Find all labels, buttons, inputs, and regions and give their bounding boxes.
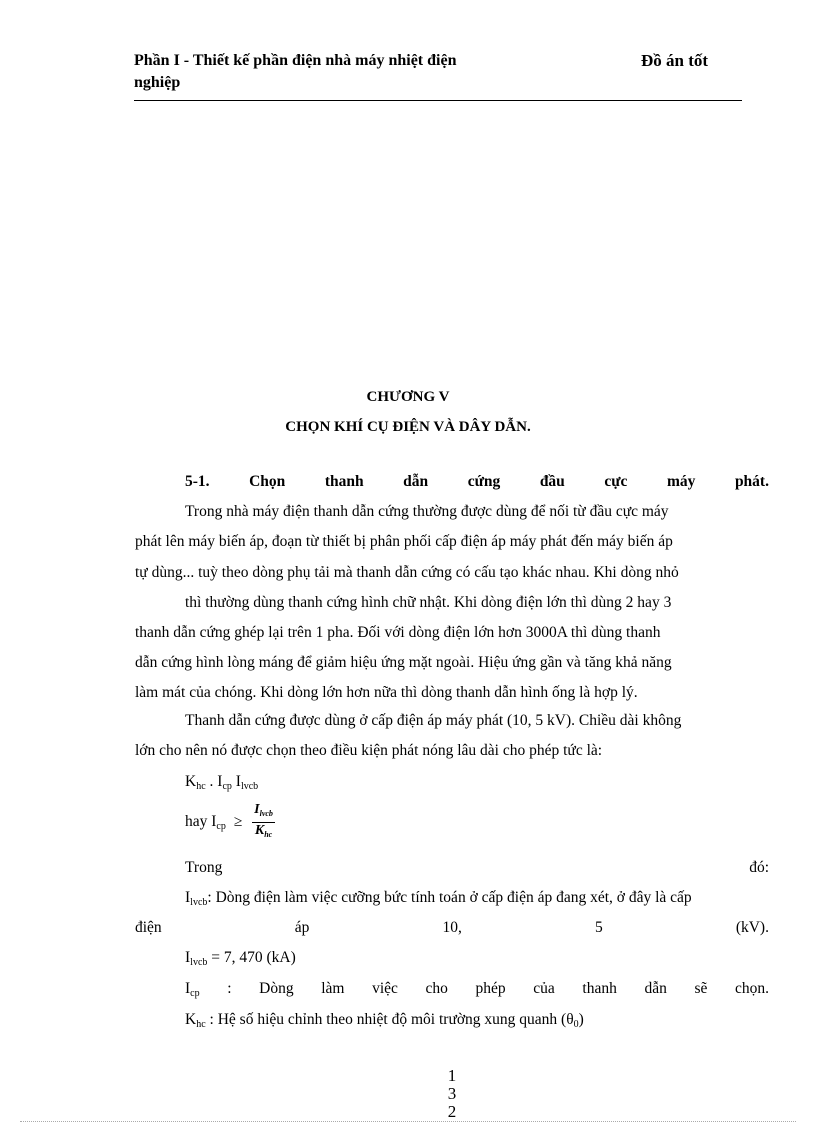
- section-heading-word: cực: [604, 473, 628, 490]
- page-bottom-divider: [20, 1121, 796, 1122]
- page-number-digit: 2: [447, 1102, 457, 1121]
- paragraph-1-line-5: thanh dẫn cứng ghép lại trên 1 pha. Đối với dòng điện lớn hơn 3000A thì dùng thanh: [135, 624, 661, 641]
- paragraph-2-line-1: Thanh dẫn cứng được dùng ở cấp điện áp máy phát (10, 5 kV). Chiều dài không: [185, 712, 682, 729]
- definition-ilvcb-line-2: điện áp 10, 5 (kV).: [135, 919, 769, 936]
- definition-icp: $I_{cp}$ : Dòng làm việc cho phép của thanh dẫn sẽ chọn.: [185, 980, 769, 999]
- fraction-numerator: $I_{lvcb}$: [252, 802, 275, 823]
- section-heading-word: 5-1.: [185, 473, 210, 490]
- header-title-line1: Phần I - Thiết kế phần điện nhà máy nhiệt điện: [134, 52, 457, 69]
- section-heading-word: đầu: [539, 473, 565, 490]
- definition-ilvcb: $I_{lvcb}$: Dòng điện làm việc cưỡng bức tính toán ở cấp điện áp đang xét, ở đây là cấp: [185, 889, 692, 908]
- ilvcb-value: $I_{lvcb} = 7$, 470 (kA): [185, 949, 296, 968]
- paragraph-1-line-1: Trong nhà máy điện thanh dẫn cứng thường được dùng để nối từ đầu cực máy: [185, 503, 669, 520]
- paragraph-1-line-3: tự dùng... tuỳ theo dòng phụ tải mà thanh dẫn cứng có cấu tạo khác nhau. Khi dòng nhỏ: [135, 564, 679, 581]
- section-heading-word: máy: [666, 473, 696, 490]
- formula-inequality: hay $I_{cp}$ ≥ $\frac{I_{lvcb}}{K_{hc}}$: [185, 802, 769, 846]
- formula-condition: $K_{hc}$ . $I_{cp}$ $I_{lvcb}$: [185, 773, 259, 792]
- paragraph-1-line-7: làm mát của chóng. Khi dòng lớn hơn nữa thì dòng thanh dẫn hình ống là hợp lý.: [135, 684, 638, 701]
- header-divider: [134, 100, 742, 101]
- paragraph-1-line-2: phát lên máy biến áp, đoạn từ thiết bị phân phối cấp điện áp máy phát đến máy biến áp: [135, 533, 673, 550]
- section-heading: [185, 472, 769, 492]
- header-title: [134, 50, 524, 94]
- header-title-line2: nghiệp: [134, 74, 181, 91]
- section-heading-word: dẫn: [403, 473, 429, 490]
- page-number-digit: 3: [447, 1084, 457, 1103]
- paragraph-1-line-6: dẫn cứng hình lòng máng để giảm hiệu ứng mặt ngoài. Hiệu ứng gần và tăng khả năng: [135, 654, 672, 671]
- section-heading-word: cứng: [467, 473, 501, 490]
- page-number-digit: 1: [447, 1066, 457, 1085]
- definition-khc: $K_{hc}$ : Hệ số hiệu chỉnh theo nhiệt độ môi trường xung quanh $(\theta_0)$: [185, 1011, 584, 1030]
- header-right-title: Đồ án tốt: [641, 51, 709, 70]
- greater-equal-symbol: ≥: [233, 813, 243, 831]
- section-heading-word: Chọn: [249, 473, 286, 490]
- fraction-denominator: $K_{hc}$: [254, 823, 273, 839]
- section-heading-word: phát.: [734, 473, 769, 490]
- paragraph-1-line-4: thì thường dùng thanh cứng hình chữ nhật. Khi dòng điện lớn thì dùng 2 hay 3: [185, 594, 672, 611]
- where-line: Trong đó:: [185, 859, 769, 876]
- paragraph-2-line-2: lớn cho nên nó được chọn theo điều kiện phát nóng lâu dài cho phép tức là:: [135, 742, 603, 759]
- section-heading-word: thanh: [324, 473, 364, 490]
- chapter-number: CHƯƠNG V: [366, 389, 450, 405]
- fraction: [252, 802, 275, 843]
- chapter-title: CHỌN KHÍ CỤ ĐIỆN VÀ DÂY DẪN.: [285, 419, 531, 435]
